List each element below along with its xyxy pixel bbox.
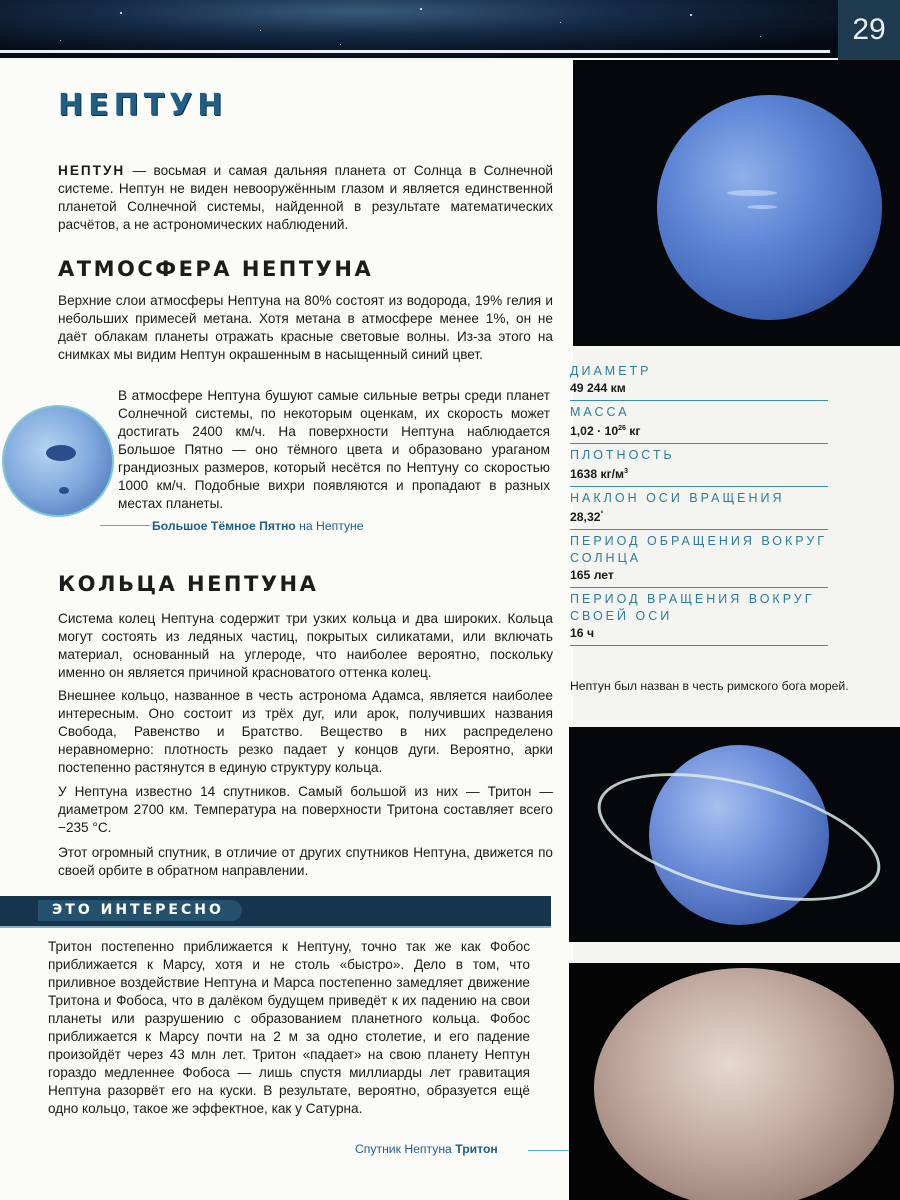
- facts-panel: [570, 360, 828, 646]
- triton-photo: [569, 963, 900, 1200]
- intro-paragraph: [58, 162, 553, 234]
- page-title: НЕПТУН: [58, 88, 228, 123]
- fact-value: 28,32°: [570, 510, 604, 525]
- caption-bold: Большое Тёмное Пятно: [152, 519, 296, 533]
- fact-mass: [570, 401, 828, 444]
- fact-value: 49 244 км: [570, 381, 626, 395]
- great-dark-spot-caption: [152, 519, 364, 533]
- fact-rotation-period: [570, 588, 828, 646]
- fact-value: 165 лет: [570, 568, 614, 583]
- rings-paragraph-2: Внешнее кольцо, названное в честь астронома Адамса, является наиболее интересным. Оно состоит из трёх дуг, или арок, получивших названия Свобода, Равенство и Братство. Вещество в них распределено неравномерно: плотность резко падает у концов дуги. Вероятно, арки постепенно растянутся в единую структуру кольца.: [58, 688, 553, 775]
- page-number: 29: [838, 0, 900, 60]
- fact-label: ПЛОТНОСТЬ: [570, 448, 675, 463]
- section-heading-rings: КОЛЬЦА НЕПТУНА: [58, 572, 319, 596]
- fact-value: 16 ч: [570, 626, 595, 641]
- caption-rest: на Нептуне: [295, 519, 364, 533]
- fact-diameter: [570, 360, 828, 401]
- fact-value: $1,02 \cdot 10^{26}$ кг: [570, 424, 641, 439]
- triton-caption: Спутник Нептуна Тритон: [355, 1142, 498, 1156]
- fact-label: ПЕРИОД ОБРАЩЕНИЯ ВОКРУГ СОЛНЦА: [570, 534, 828, 566]
- rings-paragraph-4: Этот огромный спутник, в отличие от других спутников Нептуна, движется по своей орбите в обратном направлении.: [58, 845, 553, 878]
- interesting-paragraph: Тритон постепенно приближается к Нептуну, точно так же как Фобос приближается к Марсу, хотя и не столь «быстро». Дело в том, что приливное воздействие Нептуна и Марса постепенно замедляет движение Тритона и Фобоса, что в далёком будущем приведёт к их падению на свои планеты или разрушению с образованием планетного кольца. Фобос приближается к Марсу почти на 2 м за одно столетие, и его падение произойдёт через 43 млн лет. Тритон «падает» на свою планету Нептун гораздо медленнее Фобоса — лишь спустя миллиарды лет гравитация Нептуна разорвёт его на куски. В результате, вероятно, образуется ещё одно кольцо, такое же эффектное, как у Сатурна.: [48, 939, 530, 1116]
- triton-moon: [594, 968, 894, 1200]
- fact-orbital-period: [570, 530, 828, 588]
- section-heading-atmosphere: АТМОСФЕРА НЕПТУНА: [58, 257, 374, 281]
- fact-label: НАКЛОН ОСИ ВРАЩЕНИЯ: [570, 491, 785, 506]
- triton-caption-leader: [528, 1150, 573, 1151]
- fact-value: 1638 $кг/м^3$: [570, 467, 628, 482]
- fact-density: [570, 444, 828, 487]
- neptune-name-caption: Нептун был назван в честь римского бога морей.: [570, 679, 849, 693]
- fact-label: ДИАМЕТР: [570, 364, 652, 378]
- rings-paragraph-3: У Нептуна известно 14 спутников. Самый большой из них — Тритон — диаметром 2700 км. Температура на поверхности Тритона составляет всего −235 °C.: [58, 784, 553, 835]
- fact-label: ПЕРИОД ВРАЩЕНИЯ ВОКРУГ СВОЕЙ ОСИ: [570, 592, 815, 624]
- header-rule: [0, 50, 830, 53]
- neptune-photo: [657, 95, 882, 320]
- intro-lead: НЕПТУН: [58, 163, 126, 178]
- atmosphere-paragraph-1: Верхние слои атмосферы Нептуна на 80% состоят из водорода, 19% гелия и небольших примесей метана. Хотя метана в атмосфере менее 1%, он не даёт облакам планеты отражать красные световые волны. Из-за этого на снимках мы видим Нептун окрашенным в насыщенный синий цвет.: [58, 293, 553, 362]
- caption-leader-line: [100, 525, 150, 526]
- rings-paragraph-1: Система колец Нептуна содержит три узких кольца и два широких. Кольца могут состоять из ледяных частиц, покрытых силикатами, или включать материал, основанный на углероде, что наиболее вероятно, поскольку именно он является причиной красноватого оттенка колец.: [58, 611, 553, 680]
- atmosphere-paragraph-2: В атмосфере Нептуна бушуют самые сильные ветры среди планет Солнечной системы, по некоторым оценкам, их скорость может достигать 2400 км/ч. На поверхности Нептуна наблюдается Большое Пятно — оно тёмного цвета и образовано ураганом грандиозных размеров, который несётся по Нептуну со скоростью 1000 км/ч. Подобные вихри появляются и пропадают в разных местах планеты.: [118, 388, 550, 511]
- fact-axial-tilt: [570, 487, 828, 530]
- great-dark-spot-image: [2, 405, 114, 517]
- neptune-rings-photo: [569, 727, 900, 942]
- interesting-label: ЭТО ИНТЕРЕСНО: [38, 900, 242, 921]
- fact-label: МАССА: [570, 405, 630, 419]
- intro-text: — восьмая и самая дальняя планета от Солнца в Солнечной системе. Нептун не виден невооружённым глазом и является единственной планетой Солнечной системы, найденной в результате математических расчётов, а не астрономических наблюдений.: [58, 163, 553, 232]
